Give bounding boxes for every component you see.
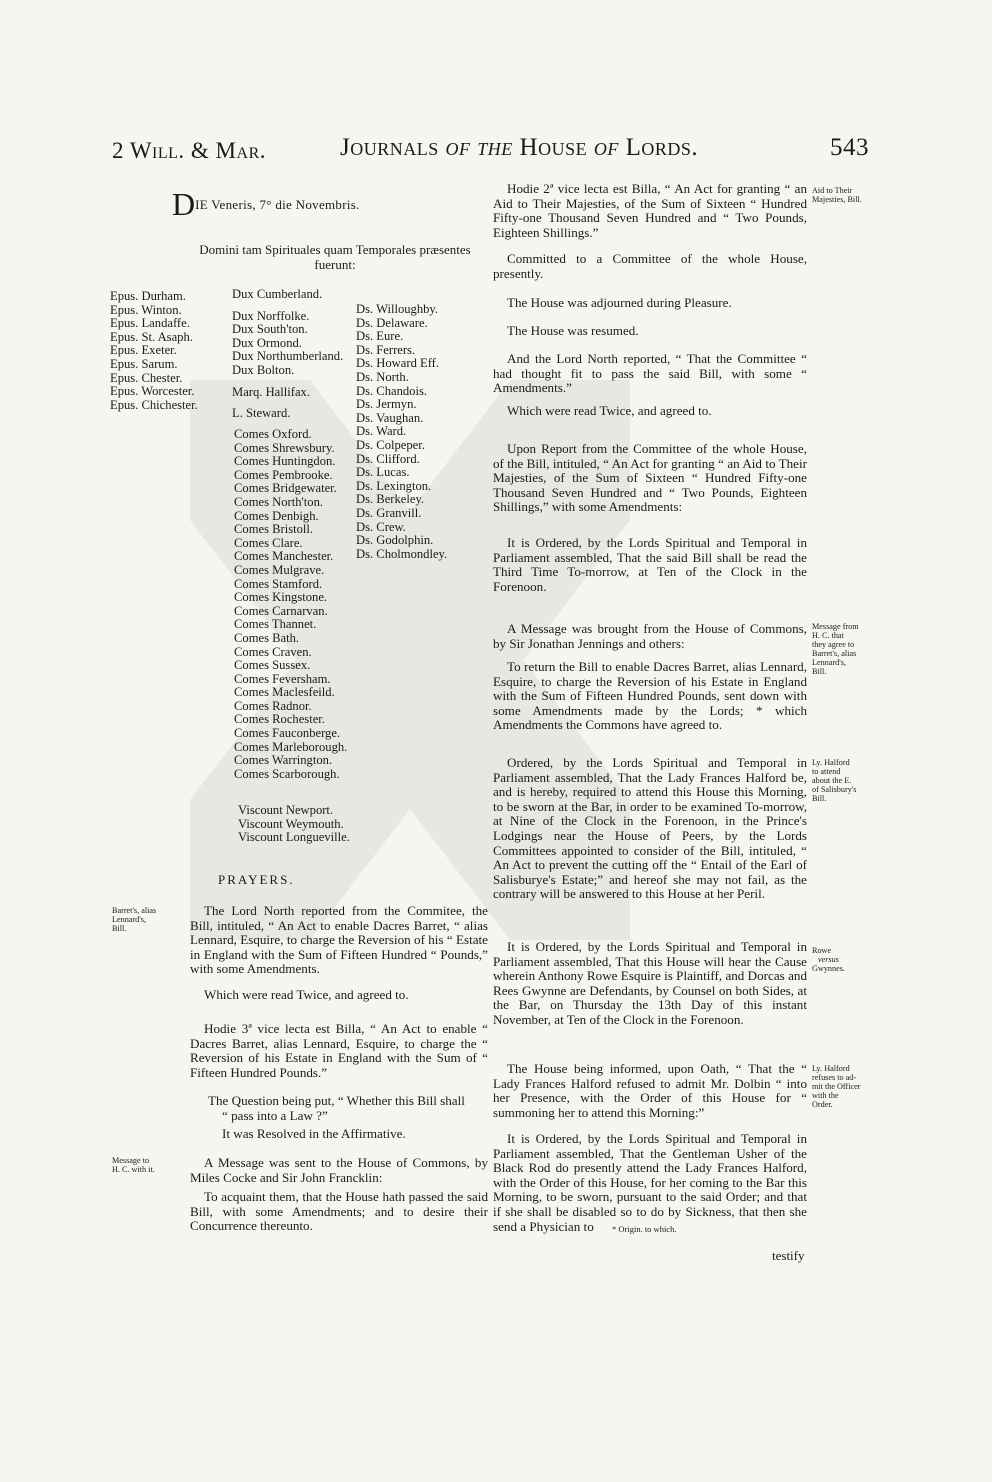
page-number: 543 <box>830 134 869 161</box>
list-item: Epus. Worcester. <box>110 384 195 399</box>
list-item: Comes Manchester. <box>234 549 334 564</box>
list-item: Epus. Sarum. <box>110 356 178 371</box>
list-item: Epus. Chichester. <box>110 397 198 412</box>
list-item: Comes Feversham. <box>234 671 331 686</box>
list-item: Comes Stamford. <box>234 576 323 591</box>
list-item: Ds. Vaughan. <box>356 410 424 425</box>
list-item: Comes Pembrooke. <box>234 467 333 482</box>
running-head-left: 2 Will. & Mar. <box>112 138 266 163</box>
list-item: Ds. Clifford. <box>356 451 420 466</box>
list-item: Ds. Delaware. <box>356 315 428 330</box>
list-item: Comes Denbigh. <box>234 508 319 523</box>
list-item: Comes Bath. <box>234 630 300 645</box>
list-item: Ds. Granvill. <box>356 505 422 520</box>
list-item: Viscount Longueville. <box>238 830 350 845</box>
list-item: Viscount Weymouth. <box>238 816 344 831</box>
paragraph-message-brought: A Message was brought from the House of Commons, by Sir Jonathan Jennings and others: <box>493 621 807 651</box>
viscounts-list <box>238 804 350 845</box>
list-item: Marq. Hallifax. <box>232 384 310 399</box>
margin-note-halford-attend: Ly. Halford to attend about the E. of Salisbury's Bill. <box>812 758 857 803</box>
list-item: Ds. Ferrers. <box>356 342 416 357</box>
resolved-line: It was Resolved in the Affirmative. <box>222 1126 406 1141</box>
list-item: Ds. Berkeley. <box>356 492 425 507</box>
list-item: Ds. Godolphin. <box>356 533 434 548</box>
paragraph-aid-second-reading: Hodie 2ª vice lecta est Billa, “ An Act for granting “ an Aid to Their Majesties, of the Sum of Sixteen “ Hundred Fifty-one Thousand Seven Hundred and “ Two Pounds, Eighteen Shillings.” <box>493 181 807 240</box>
list-item: Ds. Chandois. <box>356 383 428 398</box>
bishops-list <box>110 290 198 412</box>
paragraph-north-reported: And the Lord North reported, “ That the Committee “ had thought fit to pass the said Bill, with some “ Amendments.” <box>493 351 807 396</box>
list-item: Comes Marleborough. <box>234 739 348 754</box>
list-item: Comes Warrington. <box>234 753 333 768</box>
list-item: Ds. North. <box>356 369 409 384</box>
margin-note-aid: Aid to Their Majesties, Bill. <box>812 186 862 204</box>
list-item: Dux Cumberland. <box>232 287 323 301</box>
barons-list <box>356 303 447 561</box>
list-item: Comes Bridgewater. <box>234 481 337 496</box>
list-item: Comes Kingstone. <box>234 590 328 605</box>
list-item: Ds. Howard Eff. <box>356 356 440 371</box>
paragraph-third-reading: Hodie 3ª vice lecta est Billa, “ An Act to enable “ Dacres Barret, alias Lennard, Esquire, to charge the “ Reversion of his Estate in England with the Sum of “ Fifteen Hundred Pounds.” <box>190 1021 488 1080</box>
prayers-heading: PRAYERS. <box>218 872 295 887</box>
paragraph-committed: Committed to a Committee of the whole House, presently. <box>493 251 807 281</box>
list-item: Epus. Chester. <box>110 370 183 385</box>
list-item: Comes Rochester. <box>234 712 325 727</box>
list-item: Comes Carnarvan. <box>234 603 328 618</box>
paragraph-return-bill: To return the Bill to enable Dacres Barret, alias Lennard, Esquire, to charge the Reversion of his Estate in England with the Sum of Fifteen Hundred Pounds, sent down with some Amendments made by the Lords; * which Amendments the Commons have agreed to. <box>493 659 807 733</box>
present-heading: Domini tam Spirituales quam Temporales præsentes fuerunt: <box>199 242 471 272</box>
paragraph-rowe-cause: It is Ordered, by the Lords Spiritual and Temporal in Parliament assembled, That this House will hear the Cause wherein Anthony Rowe Esquire is Plaintiff, and Dorcas and Rees Gwynne are Defendants, by Counsel on both Sides, at the Bar, on Thursday the 13th Day of this instant November, at Ten of the Clock in the Forenoon. <box>493 939 807 1027</box>
margin-note-halford-refuses: Ly. Halford refuses to ad- mit the Officer with the Order. <box>812 1064 861 1109</box>
list-item: Ds. Cholmondley. <box>356 546 448 561</box>
list-item: Epus. Winton. <box>110 302 182 317</box>
margin-note-rowe: Rowe versus Gwynnes. <box>812 946 845 973</box>
list-item: Ds. Willoughby. <box>356 302 439 316</box>
paragraph-message-sent: A Message was sent to the House of Commons, by Miles Cocke and Sir John Francklin: <box>190 1155 488 1185</box>
list-item: Comes Clare. <box>234 535 303 550</box>
list-item: Comes Fauconberge. <box>234 726 341 741</box>
list-item: Comes Maclesfeild. <box>234 685 335 700</box>
paragraph-upon-report: Upon Report from the Committee of the whole House, of the Bill, intituled, “ An Act for granting “ an Aid to Their Majesties, of the Sum of Sixteen “ Hundred Fifty-one Thousand Seven Hundred and “ Two Pounds, Eighteen Shillings,” with some Amendments: <box>493 441 807 515</box>
list-item: Ds. Crew. <box>356 519 406 534</box>
list-item: Dux Norffolke. <box>232 308 310 323</box>
list-item: Ds. Eure. <box>356 329 404 344</box>
margin-note-message: Message to H. C. with it. <box>112 1156 155 1174</box>
paragraph-acquaint: To acquaint them, that the House hath passed the said Bill, with some Amendments; and to desire their Concurrence thereunto. <box>190 1189 488 1234</box>
list-item: Epus. Durham. <box>110 289 186 303</box>
list-item: Ds. Lucas. <box>356 465 410 480</box>
paragraph-report: The Lord North reported from the Commitee, the Bill, intituled, “ An Act to enable Dacres Barret, “ alias Lennard, Esquire, to charge the Reversion of his “ Estate in England with the Sum of Fifteen Hundred “ Pounds,” with some Amendments. <box>190 903 488 977</box>
list-item: Comes Thannet. <box>234 617 317 632</box>
list-item: Dux Ormond. <box>232 335 302 350</box>
list-item: Comes Sussex. <box>234 658 311 673</box>
paragraph-adjourned: The House was adjourned during Pleasure. <box>507 295 732 310</box>
margin-note-barret: Barret's, alias Lennard's, Bill. <box>112 906 157 933</box>
drop-cap: D <box>172 186 196 222</box>
margin-note-message-from: Message from H. C. that they agree to Barret's, alias Lennard's, Bill. <box>812 622 859 676</box>
list-item: Comes Oxford. <box>234 427 312 441</box>
running-head-title: Journals of the House of Lords. <box>340 134 699 161</box>
dukes-list <box>232 288 343 429</box>
list-item: Dux Bolton. <box>232 362 295 377</box>
paragraph-agreed: Which were read Twice, and agreed to. <box>507 403 712 418</box>
question-put: The Question being put, “ Whether this Bill shall “ pass into a Law ?” <box>208 1093 465 1123</box>
catchword: testify <box>772 1248 805 1263</box>
earls-list <box>234 428 347 781</box>
list-item: Epus. St. Asaph. <box>110 329 193 344</box>
paragraph-halford-order: Ordered, by the Lords Spiritual and Temporal in Parliament assembled, That the Lady Frances Halford be, and is hereby, required to attend this House this Morning, to be sworn at the Bar, in order to be examined To-morrow, at Nine of the Clock in the Forenoon, in the Prince's Lodgings near the House of Peers, by the Lords Committees appointed to consider of the Bill, intituled, “ An Act to prevent the cutting off the “ Entail of the Earl of Salisburye's Estate;” and hereof she may not fail, as the contrary will be answered to this House at her Peril. <box>493 755 807 902</box>
list-item: Dux South'ton. <box>232 322 308 337</box>
list-item: Dux Northumberland. <box>232 349 344 364</box>
dateline: DIE Veneris, 7° die Novembris. <box>172 186 360 222</box>
list-item: Ds. Jermyn. <box>356 397 417 412</box>
list-item: Epus. Exeter. <box>110 343 177 358</box>
list-item: Comes Scarborough. <box>234 766 340 781</box>
list-item: Ds. Colpeper. <box>356 437 425 452</box>
list-item: Comes Radnor. <box>234 698 312 713</box>
list-item: Comes Bristoll. <box>234 522 314 537</box>
paragraph-black-rod-order: It is Ordered, by the Lords Spiritual and Temporal in Parliament assembled, That the Gentleman Usher of the Black Rod do presently attend the Lady Frances Halford, with the Order of this House, for her coming to the Bar this Morning, to be sworn, pursuant to the said Order; and that if she shall be disabled so to do by Sickness, that then she send a Physician to <box>493 1131 807 1234</box>
list-item: Comes North'ton. <box>234 494 324 509</box>
footnote: * Origin. to which. <box>612 1224 677 1234</box>
paragraph-resumed: The House was resumed. <box>507 323 639 338</box>
list-item: Comes Craven. <box>234 644 312 659</box>
list-item: Ds. Ward. <box>356 424 407 439</box>
list-item: Ds. Lexington. <box>356 478 432 493</box>
paragraph-third-time-order: It is Ordered, by the Lords Spiritual and Temporal in Parliament assembled, That the said Bill shall be read the Third Time To-morrow, at Ten of the Clock in the Forenoon. <box>493 535 807 594</box>
paragraph-read-twice: Which were read Twice, and agreed to. <box>204 987 409 1002</box>
list-item: L. Steward. <box>232 406 291 421</box>
list-item: Comes Shrewsbury. <box>234 440 335 455</box>
list-item: Viscount Newport. <box>238 803 334 817</box>
list-item: Comes Mulgrave. <box>234 562 325 577</box>
list-item: Comes Huntingdon. <box>234 454 336 469</box>
list-item: Epus. Landaffe. <box>110 316 190 331</box>
paragraph-halford-refused: The House being informed, upon Oath, “ That the “ Lady Frances Halford refused to admit Mr. Dolbin “ into her Presence, with the Order of this House for “ summoning her to attend this Morning:” <box>493 1061 807 1120</box>
